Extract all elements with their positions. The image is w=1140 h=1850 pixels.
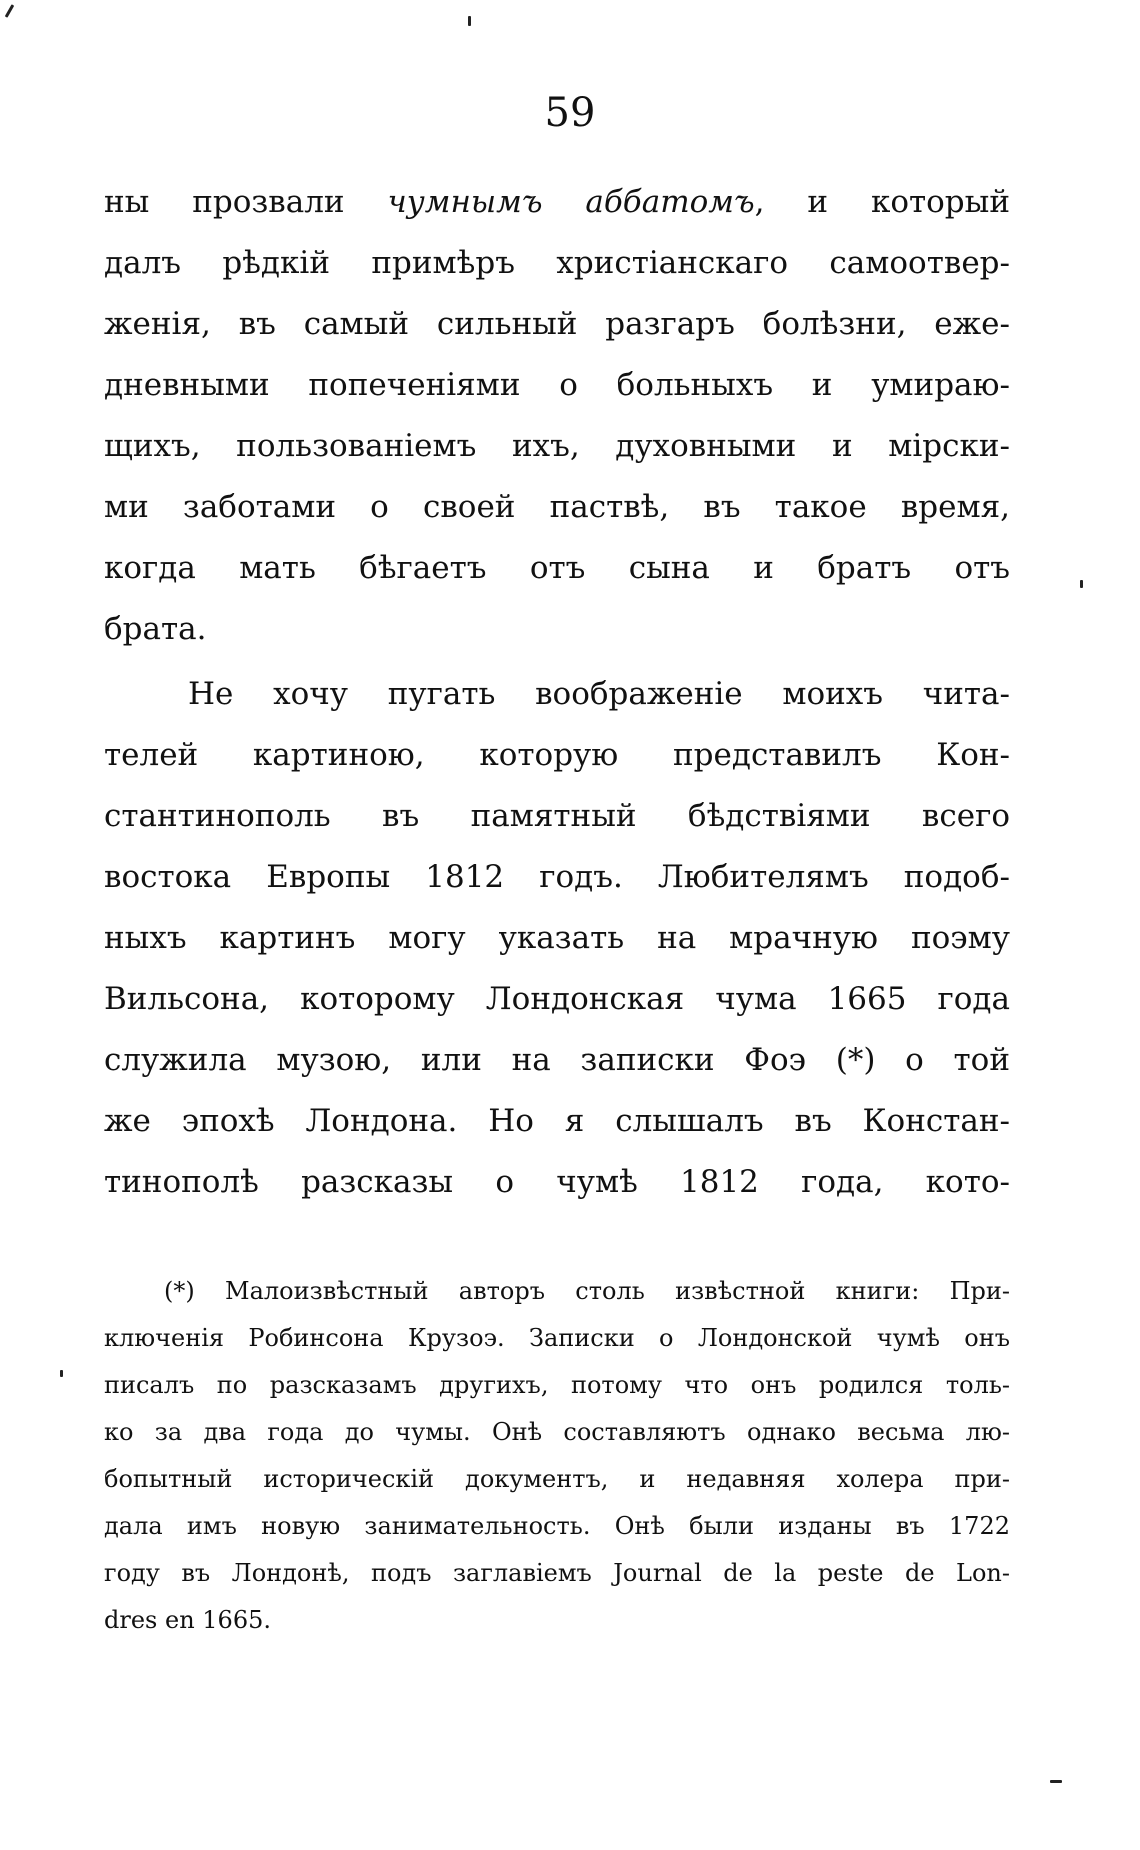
- scan-speck: [1050, 1780, 1062, 1783]
- scan-speck: [468, 16, 471, 26]
- footnote-line: году въ Лондонѣ, подъ заглавіемъ Journal de la peste de Lon-: [104, 1559, 1010, 1587]
- scan-speck: [60, 1370, 63, 1377]
- scan-speck: [1080, 580, 1083, 588]
- text-line: далъ рѣдкій примѣръ христіанскаго самоотвер-: [104, 245, 1010, 281]
- footnote: [104, 1268, 1010, 1644]
- footnote-line: ко за два года до чумы. Онѣ составляютъ однако весьма лю-: [104, 1418, 1010, 1446]
- text-line: стантинополь въ памятный бѣдствіями всего: [104, 798, 1010, 834]
- text-line: ны прозвали чумнымъ аббатомъ, и который: [104, 184, 1010, 220]
- text-line: же эпохѣ Лондона. Но я слышалъ въ Констан-: [104, 1103, 1010, 1139]
- footnote-line: бопытный историческій документъ, и недавняя холера при-: [104, 1465, 1010, 1493]
- text-line: Вильсона, которому Лондонская чума 1665 года: [104, 981, 1010, 1017]
- text-line: востока Европы 1812 годъ. Любителямъ подоб-: [104, 859, 1010, 895]
- text-line: ми заботами о своей паствѣ, въ такое время,: [104, 489, 1010, 525]
- text-line: тинополѣ разсказы о чумѣ 1812 года, кото-: [104, 1164, 1010, 1200]
- text-line: дневными попеченіями о больныхъ и умираю-: [104, 367, 1010, 403]
- text-line: брата.: [104, 611, 207, 647]
- footnote-line: писалъ по разсказамъ другихъ, потому что онъ родился толь-: [104, 1371, 1010, 1399]
- text-line: щихъ, пользованіемъ ихъ, духовными и мірски-: [104, 428, 1010, 464]
- footnote-line: (*) Малоизвѣстный авторъ столь извѣстной книги: При-: [164, 1277, 1010, 1305]
- text-line: ныхъ картинъ могу указать на мрачную поэму: [104, 920, 1010, 956]
- footnote-line: дала имъ новую занимательность. Онѣ были изданы въ 1722: [104, 1512, 1010, 1540]
- page-number: 59: [544, 90, 596, 136]
- paragraph-start-line: Не хочу пугать воображеніе моихъ чита-: [188, 676, 1010, 712]
- italic-phrase: чумнымъ аббатомъ: [387, 184, 755, 220]
- text-line: когда мать бѣгаетъ отъ сына и братъ отъ: [104, 550, 1010, 586]
- scan-speck: [5, 4, 15, 18]
- footnote-line: ключенія Робинсона Крузоэ. Записки о Лондонской чумѣ онъ: [104, 1324, 1010, 1352]
- text-line: телей картиною, которую представилъ Кон-: [104, 737, 1010, 773]
- text-line: женія, въ самый сильный разгаръ болѣзни, еже-: [104, 306, 1010, 342]
- text-line: служила музою, или на записки Фоэ (*) о той: [104, 1042, 1010, 1078]
- footnote-line: dres en 1665.: [104, 1606, 271, 1634]
- main-text: [104, 172, 1010, 1213]
